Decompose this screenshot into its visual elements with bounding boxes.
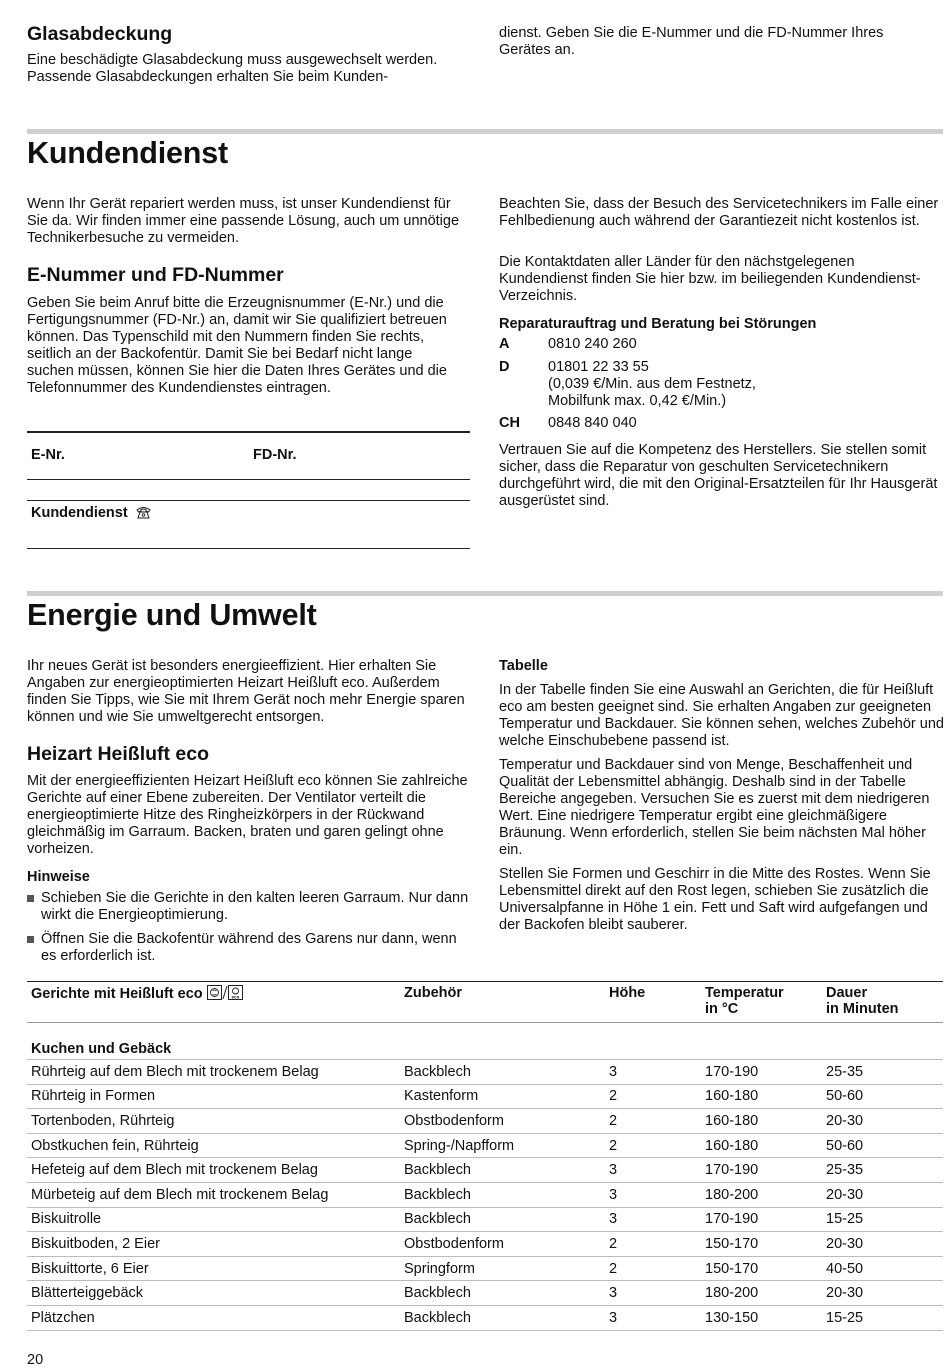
cell-level: 3	[605, 1182, 701, 1207]
hot-air-eco-icon	[207, 985, 243, 1004]
table-note-temp: Temperatur und Backdauer sind von Menge, Beschaffenheit und Qualität der Lebensmittel abhängig. Deshalb sind in der Tabelle Bereiche angegeben. Versuchen Sie es zuerst mit dem niedrigeren Wert. Eine niedrigere Temperatur ergibt eine gleichmäßigere Bräunung. Wenn erforderlich, stellen Sie beim nächsten Mal höher ein.	[499, 757, 930, 858]
col-header-temp-line2: in °C	[705, 1001, 739, 1017]
form-top-rule	[27, 431, 470, 433]
svg-text:eco: eco	[231, 994, 240, 1000]
cell-temperature: 150-170	[701, 1256, 822, 1281]
service-trust: Vertrauen Sie auf die Kompetenz des Herstellers. Sie stellen somit sicher, dass die Reparatur von geschulten Servicetechnikern durchgeführt wird, die mit den Original-Ersatzteilen für Ihr Hausgerät ausgerüstet sind.	[499, 442, 938, 509]
col-header-dur-line1: Dauer	[826, 985, 868, 1001]
table-title: Tabelle	[499, 658, 548, 674]
col-header-duration	[822, 982, 943, 1023]
heizart-title: Heizart Heißluft eco	[27, 743, 210, 765]
form-kd-label	[31, 505, 152, 524]
cell-accessory: Spring-/Napfform	[400, 1133, 605, 1158]
cell-level: 3	[605, 1060, 701, 1085]
bullet-square-icon	[27, 895, 34, 902]
col-header-temp-line1: Temperatur	[705, 985, 784, 1001]
cell-duration: 20-30	[822, 1109, 943, 1134]
cell-duration: 15-25	[822, 1305, 943, 1330]
form-fdnr-label: FD-Nr.	[253, 447, 297, 463]
form-kd-text: Kundendienst	[31, 505, 128, 521]
form-kd-rule	[27, 548, 470, 549]
table-category-row	[27, 1023, 943, 1060]
cell-dish: Rührteig in Formen	[27, 1084, 400, 1109]
col-header-temperature	[701, 982, 822, 1023]
table-row	[27, 1133, 943, 1158]
table-row	[27, 1256, 943, 1281]
cell-duration: 25-35	[822, 1158, 943, 1183]
table-row	[27, 1158, 943, 1183]
cell-duration: 15-25	[822, 1207, 943, 1232]
table-row	[27, 1109, 943, 1134]
phone-number: 0848 840 040	[548, 415, 637, 431]
hint-item	[27, 931, 472, 967]
cell-duration: 20-30	[822, 1182, 943, 1207]
service-note-cost: Beachten Sie, dass der Besuch des Servicetechnikers im Falle einer Fehlbedienung auch während der Garantiezeit nicht kostenlos ist.	[499, 196, 939, 229]
cell-accessory: Backblech	[400, 1182, 605, 1207]
cell-temperature: 170-190	[701, 1060, 822, 1085]
eco-cooking-table	[27, 981, 943, 1331]
table-row	[27, 1207, 943, 1232]
phone-country: CH	[499, 415, 520, 431]
table-note-placement: Stellen Sie Formen und Geschirr in die Mitte des Rostes. Wenn Sie Lebensmittel direkt auf den Rost legen, schieben Sie zusätzlich die Universalpfanne in Höhe 1 ein. Fett und Saft wird aufgefangen und der Backofen bleibt sauberer.	[499, 866, 931, 933]
table-row	[27, 1281, 943, 1306]
cell-dish: Tortenboden, Rührteig	[27, 1109, 400, 1134]
cell-temperature: 160-180	[701, 1109, 822, 1134]
enr-text: Geben Sie beim Anruf bitte die Erzeugnisnummer (E-Nr.) und die Fertigungsnummer (FD-Nr.) an, damit wir Sie qualifiziert betreuen können. Das Typenschild mit den Nummern finden Sie rechts, seitlich an der Backofentür. Damit Sie bei Bedarf nicht lange suchen müssen, können Sie hier die Daten Ihres Gerätes und die Telefonnummer des Kundendienstes eintragen.	[27, 295, 447, 396]
phone-country: D	[499, 359, 510, 375]
cell-temperature: 130-150	[701, 1305, 822, 1330]
phone-note: (0,039 €/Min. aus dem Festnetz,	[548, 376, 756, 392]
table-row	[27, 1232, 943, 1257]
col-header-dur-line2: in Minuten	[826, 1001, 899, 1017]
cell-temperature: 150-170	[701, 1232, 822, 1257]
table-intro: In der Tabelle finden Sie eine Auswahl an Gerichten, die für Heißluft eco am besten geeignet sind. Sie erhalten Angaben zur geeigneten Temperatur und Backdauer. Sie können sehen, welches Zubehör und welche Einschubebene passend ist.	[499, 682, 944, 749]
cell-level: 3	[605, 1207, 701, 1232]
cell-temperature: 170-190	[701, 1207, 822, 1232]
cell-dish: Mürbeteig auf dem Blech mit trockenem Belag	[27, 1182, 400, 1207]
cell-dish: Rührteig auf dem Blech mit trockenem Belag	[27, 1060, 400, 1085]
cell-accessory: Kastenform	[400, 1084, 605, 1109]
cell-duration: 50-60	[822, 1133, 943, 1158]
cell-level: 3	[605, 1305, 701, 1330]
cell-accessory: Backblech	[400, 1281, 605, 1306]
cell-level: 3	[605, 1158, 701, 1183]
phone-number: 01801 22 33 55	[548, 359, 649, 375]
cell-duration: 20-30	[822, 1232, 943, 1257]
cell-dish: Biskuitrolle	[27, 1207, 400, 1232]
phone-country: A	[499, 336, 510, 352]
cell-duration: 50-60	[822, 1084, 943, 1109]
section-rule-service	[27, 129, 943, 134]
cell-accessory: Backblech	[400, 1158, 605, 1183]
col-header-dish-text: Gerichte mit Heißluft eco	[31, 986, 203, 1002]
glass-cover-title: Glasabdeckung	[27, 23, 173, 45]
hint-item	[27, 890, 472, 926]
phone-note: Mobilfunk max. 0,42 €/Min.)	[548, 393, 727, 409]
page-number: 20	[27, 1352, 44, 1368]
cell-accessory: Obstbodenform	[400, 1232, 605, 1257]
cell-temperature: 180-200	[701, 1182, 822, 1207]
cell-dish: Plätzchen	[27, 1305, 400, 1330]
cell-duration: 20-30	[822, 1281, 943, 1306]
cell-temperature: 180-200	[701, 1281, 822, 1306]
table-row	[27, 1060, 943, 1085]
col-header-dish	[27, 982, 400, 1023]
phone-row-ch	[499, 415, 899, 435]
service-note-contacts: Die Kontaktdaten aller Länder für den nächstgelegenen Kundendienst finden Sie hier bzw. im beiliegenden Kundendienst-Verzeichnis.	[499, 254, 921, 304]
cell-dish: Biskuitboden, 2 Eier	[27, 1232, 400, 1257]
table-row	[27, 1182, 943, 1207]
cell-level: 2	[605, 1109, 701, 1134]
cell-level: 2	[605, 1084, 701, 1109]
enr-title: E-Nummer und FD-Nummer	[27, 264, 284, 286]
cell-dish: Hefeteig auf dem Blech mit trockenem Belag	[27, 1158, 400, 1183]
energy-intro: Ihr neues Gerät ist besonders energieeffizient. Hier erhalten Sie Angaben zur energieoptimierten Heizart Heißluft eco. Außerdem finden Sie Tipps, wie Sie mit Ihrem Gerät noch mehr Energie sparen können und wie Sie umweltgerecht entsorgen.	[27, 658, 465, 725]
phone-icon	[135, 505, 152, 524]
table-header-row	[27, 982, 943, 1023]
service-intro: Wenn Ihr Gerät repariert werden muss, ist unser Kundendienst für Sie da. Wir finden immer eine passende Lösung, auch um unnötige Technikerbesuche zu vermeiden.	[27, 196, 460, 246]
phone-number: 0810 240 260	[548, 336, 637, 352]
section-rule-energy	[27, 591, 943, 596]
cell-duration: 40-50	[822, 1256, 943, 1281]
service-section-title: Kundendienst	[27, 136, 228, 170]
glass-cover-text-left: Eine beschädigte Glasabdeckung muss ausgewechselt werden. Passende Glasabdeckungen erhalten Sie beim Kunden-	[27, 52, 438, 85]
repair-title: Reparaturauftrag und Beratung bei Störungen	[499, 316, 817, 332]
hint-text: Öffnen Sie die Backofentür während des Garens nur dann, wenn es erforderlich ist.	[41, 931, 457, 964]
cell-accessory: Springform	[400, 1256, 605, 1281]
energy-section-title: Energie und Umwelt	[27, 598, 317, 632]
cell-temperature: 160-180	[701, 1133, 822, 1158]
cell-level: 3	[605, 1281, 701, 1306]
cell-accessory: Backblech	[400, 1060, 605, 1085]
col-header-level: Höhe	[605, 982, 701, 1023]
cell-level: 2	[605, 1232, 701, 1257]
bullet-square-icon	[27, 936, 34, 943]
cell-level: 2	[605, 1256, 701, 1281]
cell-level: 2	[605, 1133, 701, 1158]
form-kd-top-rule	[27, 500, 470, 501]
table-row	[27, 1084, 943, 1109]
glass-cover-text-right: dienst. Geben Sie die E-Nummer und die FD-Nummer Ihres Gerätes an.	[499, 25, 884, 58]
heizart-text: Mit der energieeffizienten Heizart Heißluft eco können Sie zahlreiche Gerichte auf einer Ebene zubereiten. Der Ventilator verteilt die energieoptimierte Hitze des Ringheizkörpers in der Rückwand gleichmäßig im Garraum. Backen, braten und garen gelingt ohne vorheizen.	[27, 773, 468, 857]
cell-accessory: Backblech	[400, 1305, 605, 1330]
table-row	[27, 1305, 943, 1330]
cell-temperature: 170-190	[701, 1158, 822, 1183]
cell-dish: Blätterteiggebäck	[27, 1281, 400, 1306]
cell-temperature: 160-180	[701, 1084, 822, 1109]
phone-row-d	[499, 359, 899, 413]
cell-accessory: Backblech	[400, 1207, 605, 1232]
cell-duration: 25-35	[822, 1060, 943, 1085]
col-header-accessory: Zubehör	[400, 982, 605, 1023]
cell-accessory: Obstbodenform	[400, 1109, 605, 1134]
form-enr-label: E-Nr.	[31, 447, 65, 463]
hint-text: Schieben Sie die Gerichte in den kalten leeren Garraum. Nur dann wirkt die Energieoptimierung.	[41, 890, 469, 923]
table-category: Kuchen und Gebäck	[27, 1023, 943, 1060]
cell-dish: Obstkuchen fein, Rührteig	[27, 1133, 400, 1158]
form-enr-rule	[27, 479, 470, 480]
hints-title: Hinweise	[27, 869, 90, 885]
phone-row-a	[499, 336, 899, 356]
cell-dish: Biskuittorte, 6 Eier	[27, 1256, 400, 1281]
